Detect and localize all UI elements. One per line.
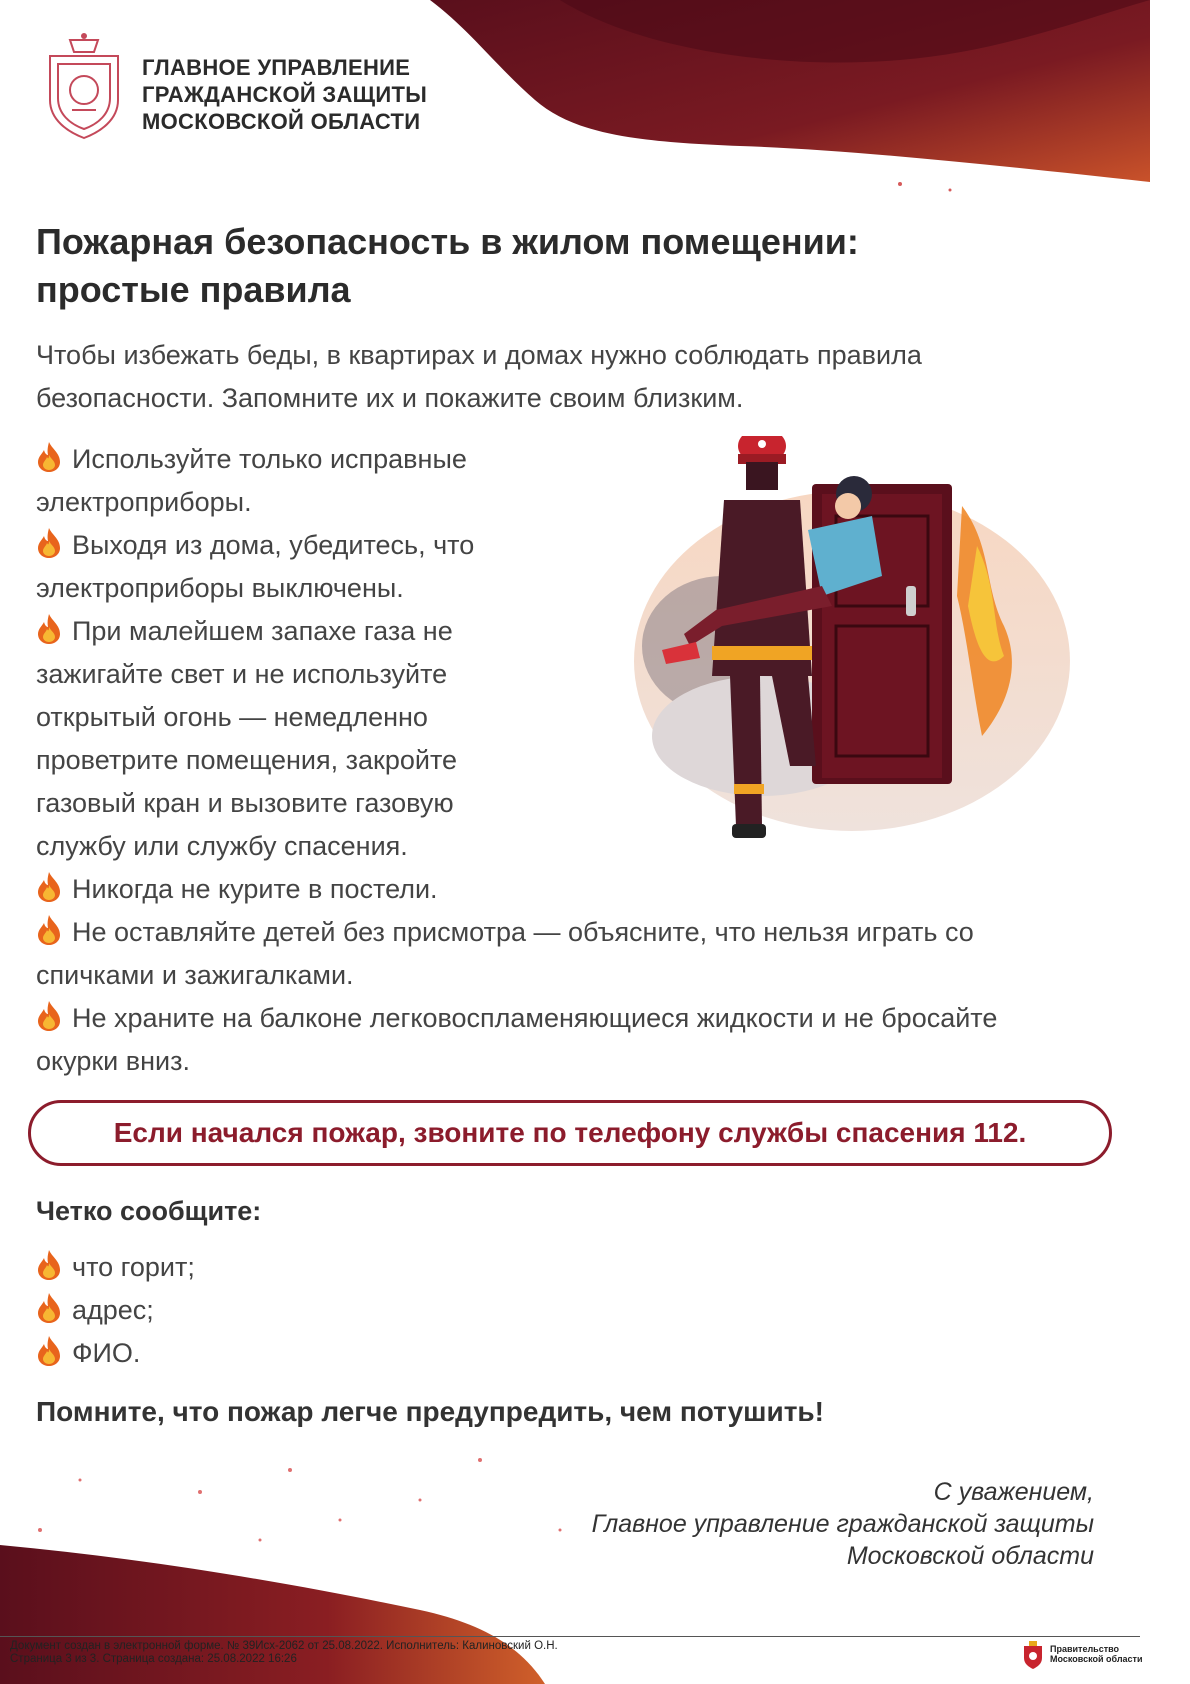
list-item	[36, 868, 546, 911]
reminder-text: Помните, что пожар легче предупредить, чем потушить!	[36, 1396, 824, 1427]
list-item	[36, 1246, 195, 1289]
emergency-call-callout	[28, 1100, 1112, 1166]
page-title	[36, 218, 1036, 314]
report-item-text: что горит;	[72, 1252, 195, 1282]
list-item	[36, 524, 546, 610]
signature-line: С уважением,	[933, 1478, 1094, 1506]
flame-icon	[36, 441, 62, 473]
intro-line: безопасности. Запомните их и покажите своим близким.	[36, 383, 744, 413]
report-item-text: адрес;	[72, 1295, 154, 1325]
signature-line: Главное управление гражданской защиты	[591, 1510, 1094, 1538]
rule-text: проветрите помещения, закройте	[36, 745, 458, 775]
list-item	[36, 911, 1076, 997]
flame-icon	[36, 914, 62, 946]
list-item	[36, 1289, 195, 1332]
government-emblem-icon	[1022, 1640, 1044, 1670]
list-item	[36, 997, 1076, 1083]
emergency-call-text: Если начался пожар, звоните по телефону службы спасения 112.	[113, 1117, 1027, 1148]
intro-line: Чтобы избежать беды, в квартирах и домах нужно соблюдать правила	[36, 340, 922, 370]
rule-text: газовый кран и вызовите газовую	[36, 788, 454, 818]
signature-line: Московской области	[846, 1542, 1094, 1570]
rule-text: зажигайте свет и не используйте	[36, 659, 448, 689]
flame-icon	[36, 1335, 62, 1367]
rule-text: открытый огонь — немедленно	[36, 702, 428, 732]
intro-paragraph	[36, 334, 996, 420]
flame-icon	[36, 613, 62, 645]
document-metadata	[10, 1640, 558, 1666]
list-item	[36, 438, 546, 524]
gov-name-line: Правительство	[1050, 1644, 1120, 1654]
org-name-line: ГРАЖДАНСКОЙ ЗАЩИТЫ	[142, 82, 428, 107]
metadata-line: Документ создан в электронной форме. № 39Исх-2062 от 25.08.2022. Исполнитель: Калиновский О.Н.	[10, 1640, 558, 1652]
gov-name-line: Московской области	[1050, 1654, 1143, 1664]
organization-name	[142, 54, 427, 135]
rule-text: Не оставляйте детей без присмотра — объясните, что нельзя играть со	[72, 917, 974, 947]
government-name	[1050, 1644, 1143, 1664]
title-line: Пожарная безопасность в жилом помещении:	[36, 221, 859, 262]
report-item-text: ФИО.	[72, 1338, 141, 1368]
flame-icon	[36, 527, 62, 559]
rule-text: службу или службу спасения.	[36, 831, 408, 861]
coat-of-arms-icon	[40, 30, 128, 140]
title-line: простые правила	[36, 269, 351, 310]
flame-icon	[36, 1000, 62, 1032]
rule-text: Используйте только исправные	[72, 444, 467, 474]
rule-text: Выходя из дома, убедитесь, что	[72, 530, 475, 560]
org-name-line: ГЛАВНОЕ УПРАВЛЕНИЕ	[142, 55, 411, 80]
rule-text: электроприборы.	[36, 487, 252, 517]
org-name-line: МОСКОВСКОЙ ОБЛАСТИ	[142, 109, 421, 134]
metadata-line: Страница 3 из 3. Страница создана: 25.08.2022 16:26	[10, 1653, 297, 1665]
flame-icon	[36, 871, 62, 903]
safety-rules-list	[36, 438, 1076, 1083]
report-list	[36, 1246, 195, 1375]
rule-text: спичками и зажигалками.	[36, 960, 354, 990]
flame-icon	[36, 1292, 62, 1324]
footer-divider	[0, 1636, 1140, 1637]
rule-text: Никогда не курите в постели.	[72, 874, 438, 904]
rule-text: электроприборы выключены.	[36, 573, 404, 603]
list-item	[36, 610, 546, 868]
list-item	[36, 1332, 195, 1375]
signature-block	[592, 1476, 1094, 1572]
rule-text: При малейшем запахе газа не	[72, 616, 453, 646]
report-heading: Четко сообщите:	[36, 1196, 262, 1226]
flame-icon	[36, 1249, 62, 1281]
rule-text: окурки вниз.	[36, 1046, 190, 1076]
rule-text: Не храните на балконе легковоспламеняющиеся жидкости и не бросайте	[72, 1003, 998, 1033]
